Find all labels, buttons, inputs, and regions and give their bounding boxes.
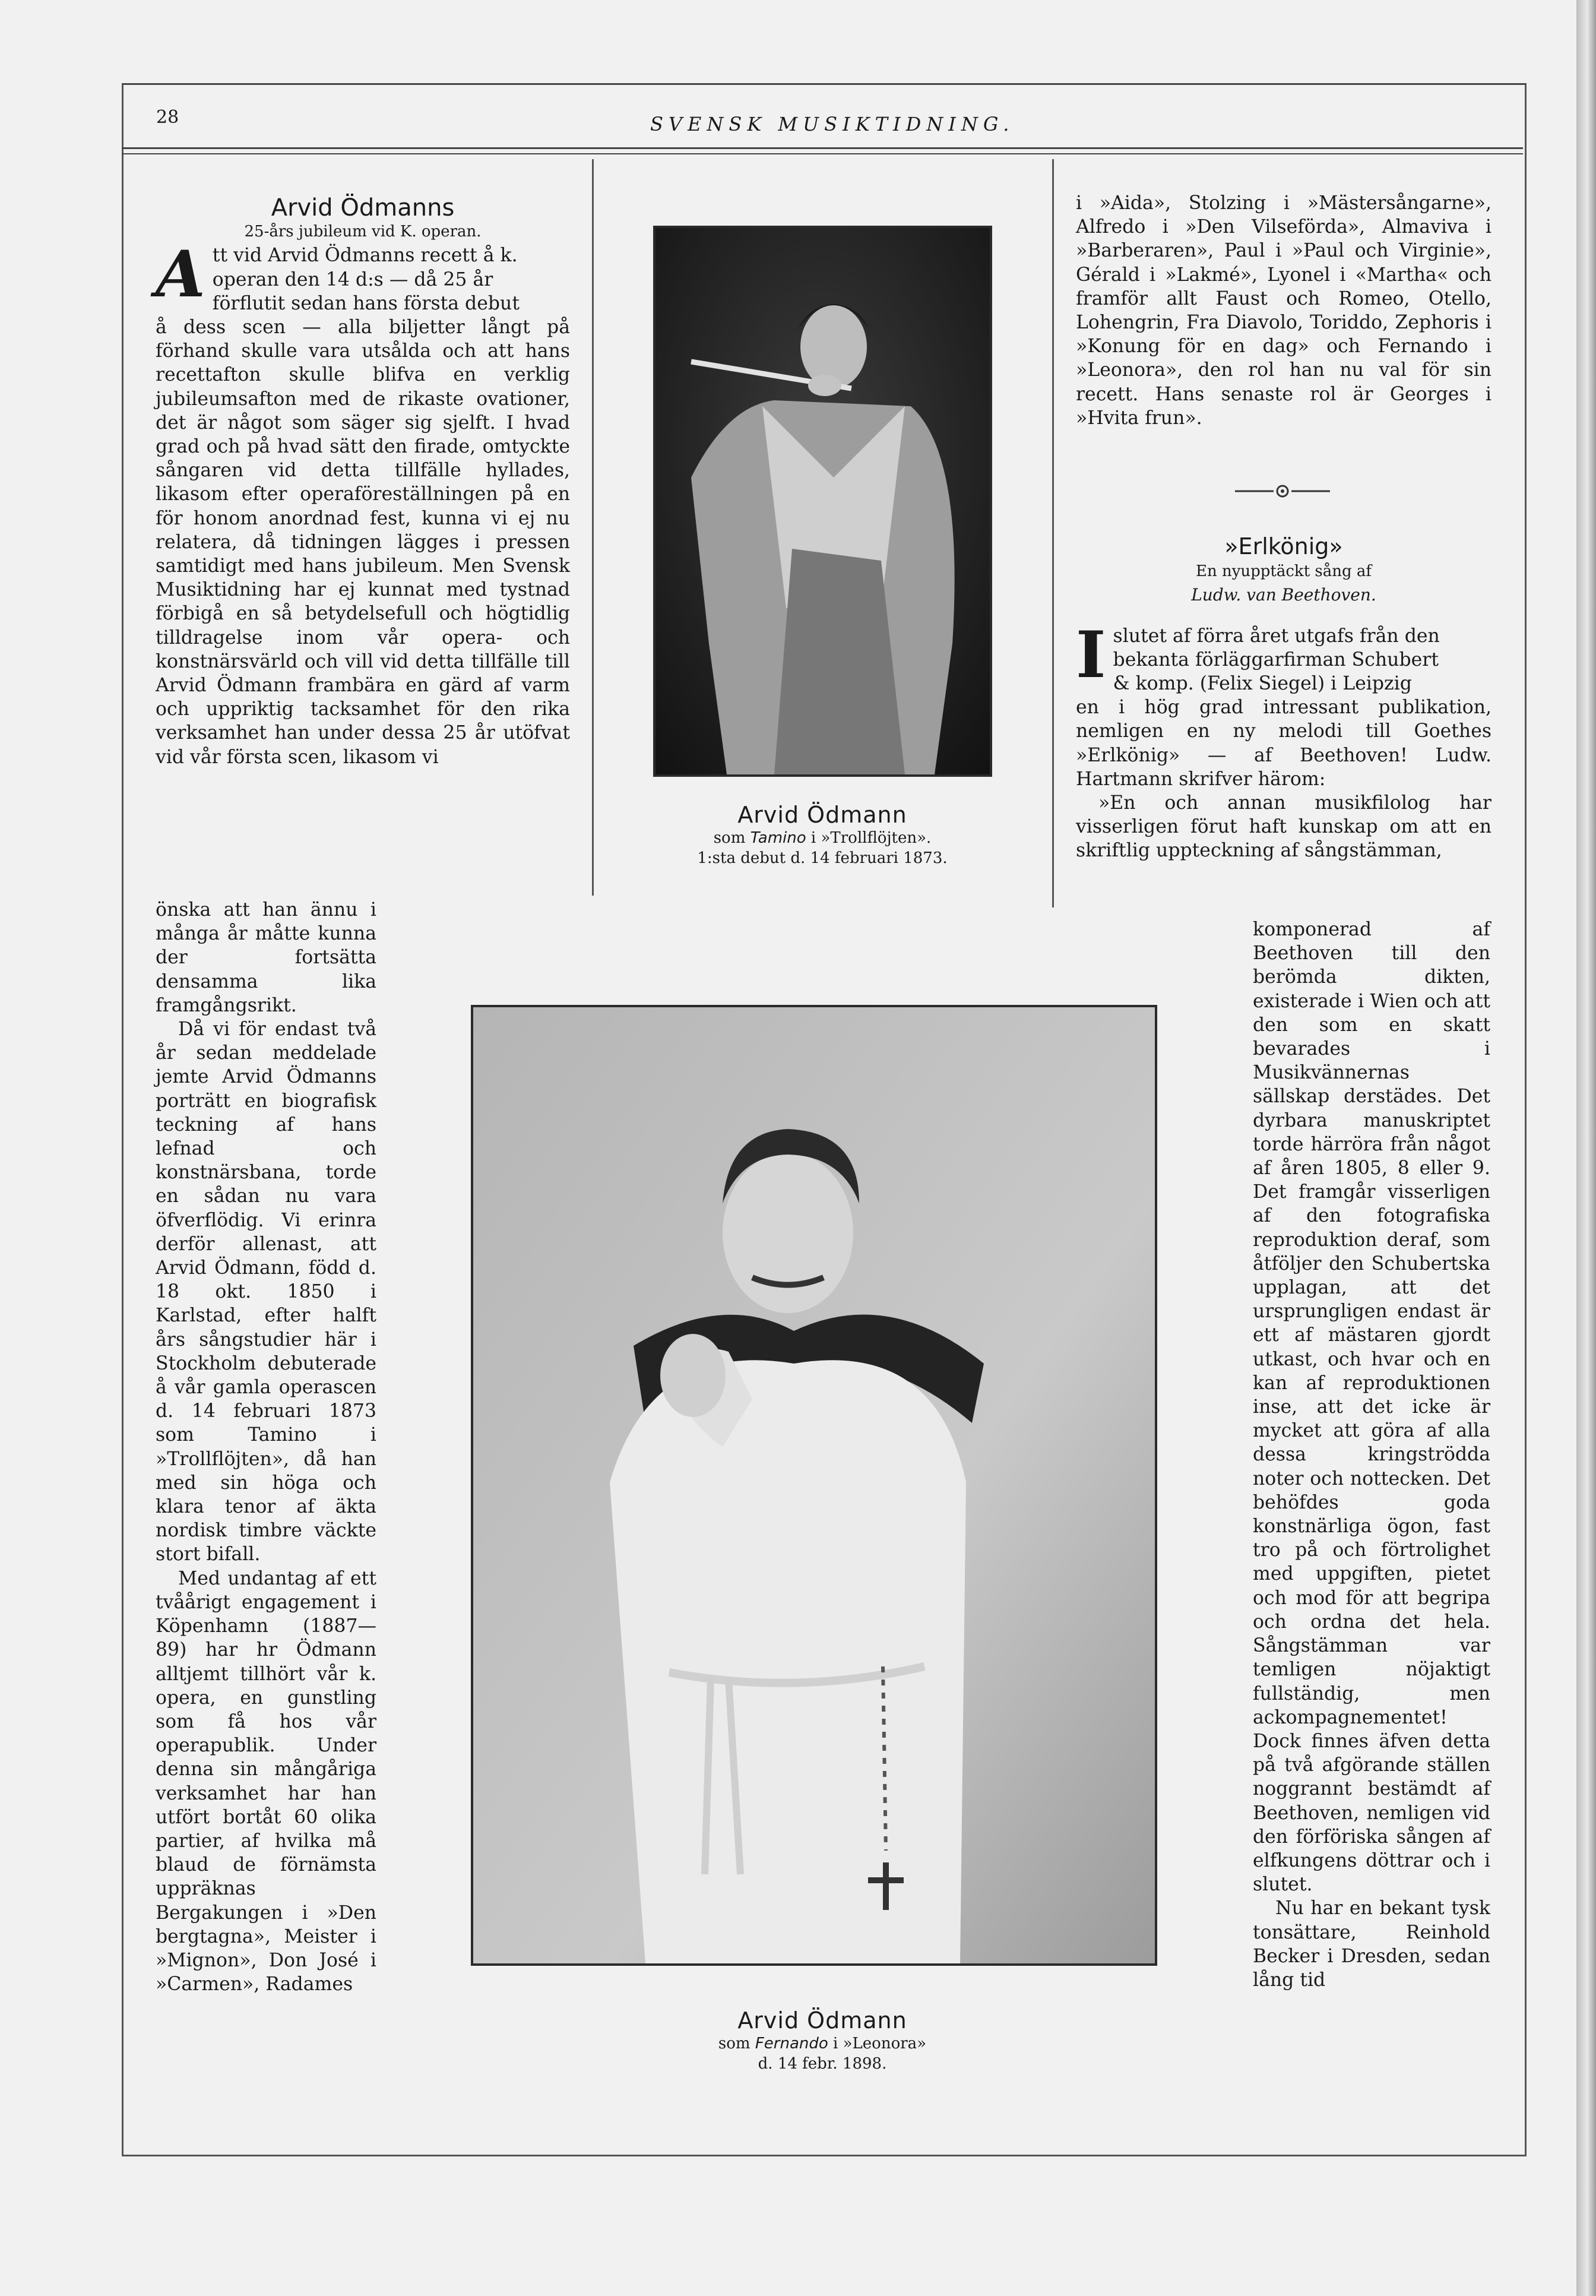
opening-line-3: förflutit sedan hans första debut (212, 292, 520, 314)
article-erlkonig-narrow (1253, 918, 1490, 1992)
drop-cap-letter: I (1076, 617, 1106, 692)
opening-line-2: operan den 14 d:s — då 25 år (212, 268, 493, 290)
article-odmann (156, 196, 570, 769)
erlkonig-body: en i hög grad intressant publikation, nemligen en ny melodi till Goethes »Erlkönig» — af Beethoven! Ludw. Hartmann skrifver härom: (1076, 697, 1492, 790)
photo-tamino (653, 226, 992, 777)
erlkonig-title: »Erlkönig» (1224, 533, 1343, 559)
article-odmann-narrow (156, 898, 376, 1996)
column-right (1076, 191, 1492, 430)
caption-role: Tamino (750, 829, 806, 847)
running-head (122, 100, 1523, 147)
article-subtitle: 25-års jubileum vid K. operan. (244, 223, 482, 241)
page-number: 28 (156, 107, 179, 128)
caption-name: Arvid Ödmann (737, 2007, 907, 2033)
caption-opera: i »Leonora» (833, 2035, 927, 2053)
article-erlkonig (1076, 535, 1492, 863)
caption-tamino (629, 802, 1015, 868)
erlkonig-opening-line-1: slutet af förra året utgafs från den (1113, 625, 1440, 647)
article-paragraph-biography: Då vi för endast två år sedan meddelade jemte Arvid Ödmanns porträtt en biografisk teckning af hans lefnad och konstnärsbana, torde en sådan nu vara öfverflödig. Vi erinra derför allenast, att Arvid Ödmann, född d. 18 okt. 1850 i Karlstad, efter halft års sångstudier här i Stockholm debuterade å vår gamla operascen d. 14 februari 1873 som Tamino i »Trollflöjten», då han med sin höga och klara tenor af äkta nordisk timbre väckte stort bifall. (156, 1019, 376, 1566)
photo-fernando (471, 1005, 1157, 1966)
caption-role-line (629, 2033, 1015, 2054)
caption-role-line (629, 828, 1015, 848)
article-body: å dess scen — alla biljetter långt på förhand skulle vara utsålda och att hans recettafton skulle blifva en verklig jubileumsafton med de rikaste ovationer, det är något som säger sig sjelft. I hvad grad och på hvad sätt den firade, omtyckte sångaren vid detta tillfälle hyllades, likasom efter operaföreställningen på en för honom anordnad fest, kunna vi ej nu relatera, då tidningen lägges i pressen samtidigt med hans jubileum. Men Svensk Musiktidning har ej kunnat med tystnad förbigå en så betydelsefull och högtidlig tilldragelse inom vår opera- och konstnärsvärld och vill vid detta tillfälle till Arvid Ödmann frambära en gärd af varm och uppriktig tacksamhet för den rika verksamhet han under dessa 25 år utöfvat vid vår första scen, likasom vi (156, 317, 570, 768)
portrait-tamino-illustration (656, 228, 990, 774)
caption-pre: som (713, 829, 746, 847)
article-continuation: i »Aida», Stolzing i »Mästersångarne», Alfredo i »Den Vilseförda», Almaviva i »Barberaren», Paul i »Paul och Virginie», Gérald i »Lakmé», Lyonel i «Martha« och framför allt Faust och Romeo, Otello, Lohengrin, Fra Diavolo, Toriddo, Zephoris i »Konung för en dag» och Fernando i »Leonora», den rol han nu val för sin recett. Hans senaste rol är Georges i »Hvita frun». (1076, 192, 1492, 429)
book-spine (1576, 0, 1596, 2296)
section-divider-ornament (1235, 484, 1330, 498)
article-body-continued: önska att han ännu i många år måtte kunna der fortsätta densamma lika framgångsrikt. (156, 899, 376, 1016)
caption-date: 1:sta debut d. 14 februari 1873. (697, 849, 948, 867)
column-separator-right (1052, 159, 1054, 907)
caption-pre: som (718, 2035, 750, 2053)
caption-date: d. 14 febr. 1898. (758, 2055, 887, 2073)
caption-fernando (629, 2007, 1015, 2074)
erlkonig-author: Ludw. van Beethoven. (1191, 585, 1376, 605)
portrait-fernando-illustration (473, 1007, 1155, 1963)
caption-opera: i »Trollflöjten». (810, 829, 932, 847)
erlkonig-final-paragraph: Nu har en bekant tysk tonsättare, Reinhold Becker i Dresden, sedan lång tid (1253, 1897, 1490, 1991)
header-rule (122, 147, 1523, 149)
erlkonig-opening-line-3: & komp. (Felix Siegel) i Leipzig (1113, 673, 1412, 695)
article-paragraph-career: Med undantag af ett tvåårigt engagement i Köpenhamn (1887—89) har hr Ödmann alltjemt tillhört vår k. opera, en gunstling som få hos vår operapublik. Under denna sin mångåriga verksamhet har han utfört bortåt 60 olika partier, af hvilka må blaud de förnämsta uppräknas Bergakungen i »Den bergtagna», Meister i »Mignon», Don José i »Carmen», Radames (156, 1567, 376, 1995)
erlkonig-subtitle: En nyupptäckt sång af (1195, 562, 1372, 581)
journal-title: SVENSK MUSIKTIDNING. (650, 113, 1015, 135)
drop-cap-letter: A (156, 237, 205, 312)
erlkonig-quote: »En och annan musikfilolog har visserligen förut haft kunskap om att en skriftlig uppteckning af sångstämman, (1076, 792, 1492, 862)
opening-line-1: tt vid Arvid Ödmanns recett å k. (212, 245, 518, 267)
erlkonig-opening-line-2: bekanta förläggarfirman Schubert (1113, 649, 1439, 671)
header-rule-thin (122, 153, 1523, 154)
caption-name: Arvid Ödmann (737, 802, 907, 828)
erlkonig-quote-continued: komponerad af Beethoven till den berömda dikten, existerade i Wien och att den som en skatt bevarades i Musikvännernas sällskap derstädes. Det dyrbara manuskriptet torde härröra från något af åren 1805, 8 eller 9. Det framgår visserligen af den fotografiska reproduktion deraf, som åtföljer den Schubertska upplagan, att det ursprungligen endast är ett af mästaren gjordt utkast, och hvar och en kan af reproduktionen inse, att det icke är mycket att göra af alla dessa kringströdda noter och nottecken. Det behöfdes goda konstnärliga ögon, fast tro på och förtrolighet med uppgiften, pietet och mod för att begripa och ordna det hela. Sångstämman var temligen nöjaktigt fullständig, men ackompagnementet! Dock finnes äfven detta på två afgörande ställen noggrannt bestämdt af Beethoven, nemligen vid den förföriska sången af elfkungens döttrar och i slutet. (1253, 919, 1490, 1896)
article-title: Arvid Ödmanns (271, 194, 455, 222)
column-separator-left (592, 159, 594, 896)
caption-role: Fernando (755, 2035, 828, 2053)
